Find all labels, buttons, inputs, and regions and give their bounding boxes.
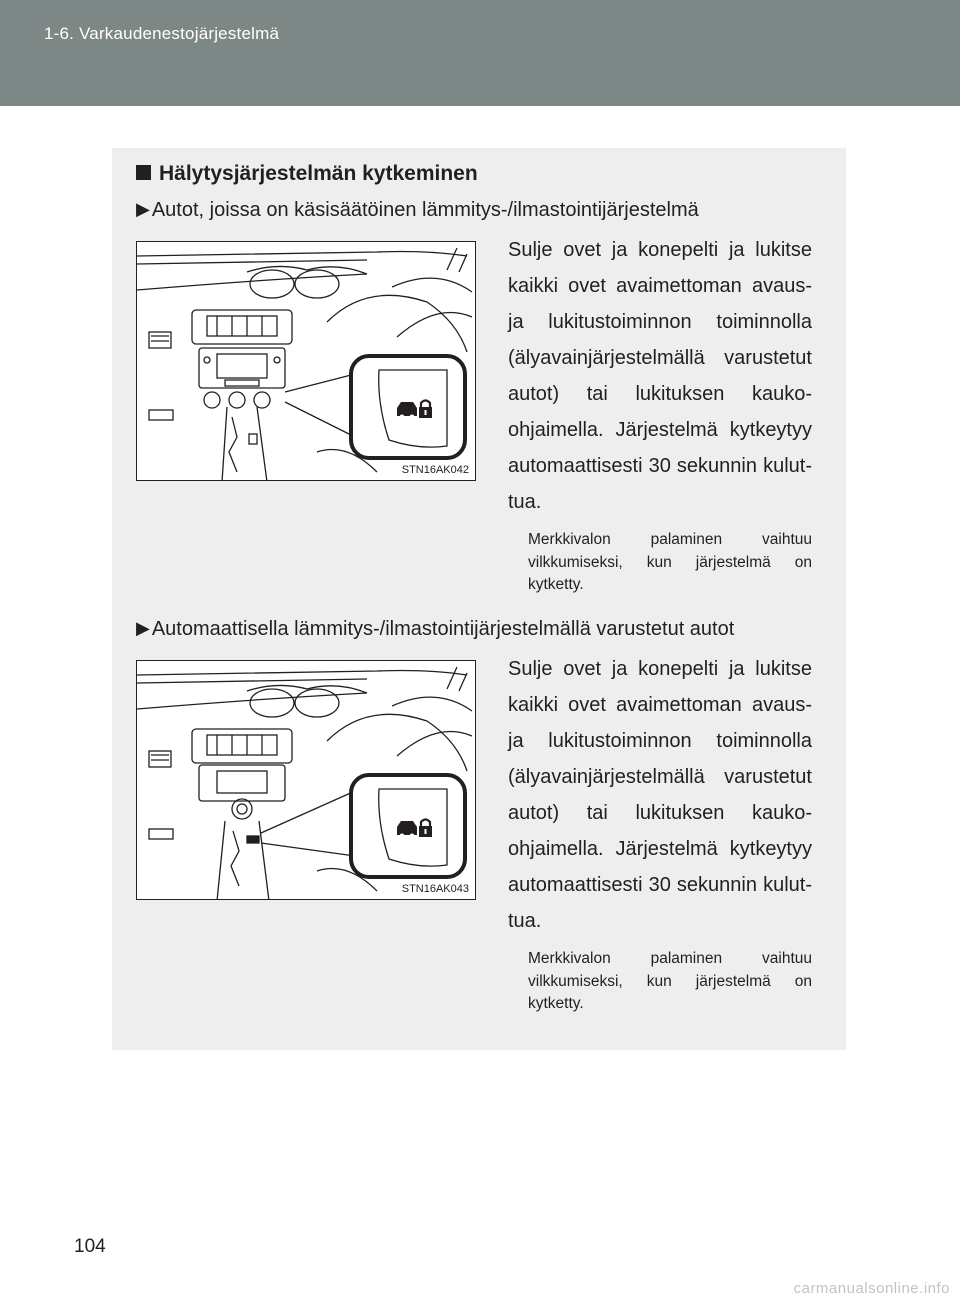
figure-code: STN16AK042	[401, 464, 469, 476]
section-title-text: Hälytysjärjestelmän kytkeminen	[159, 162, 478, 185]
square-bullet-icon	[136, 165, 151, 180]
indicator-note: Merkkivalon palaminen vaihtuu vilkkumiseksi, kun järjestelmä on kytketty.	[528, 531, 812, 593]
chapter-title: 1-6. Varkaudenestojärjestelmä	[44, 24, 280, 43]
sub-heading-text: Autot, joissa on käsisäätöinen lämmitys-/ilmastointijärjestelmä	[151, 199, 699, 221]
page-number: 104	[74, 1236, 106, 1257]
section-title	[136, 162, 478, 186]
instruction-text: Sulje ovet ja konepelti ja lukitse kaikki ovet avaimettoman avaus- ja lukitustoiminnon toiminnolla (älyavainjärjestelmällä varustetut autot) tai lukituksen kauko-ohjaimella. Järjestelmä kytkeytyy automaattisesti 30 sekunnin kuluttua.	[508, 239, 812, 513]
triangle-bullet-icon: ▶	[136, 199, 150, 219]
dashboard-illustration-1	[136, 241, 476, 481]
car-lock-icon	[395, 398, 435, 420]
sub-heading-manual-ac	[136, 199, 699, 222]
sub-heading-text: Automaattisella lämmitys-/ilmastointijärjestelmällä varustetut autot	[151, 618, 735, 640]
indicator-note: Merkkivalon palaminen vaihtuu vilkkumiseksi, kun järjestelmä on kytketty.	[528, 950, 812, 1012]
page-header	[0, 0, 960, 106]
car-lock-icon	[395, 817, 435, 839]
watermark: carmanualsonline.info	[793, 1280, 950, 1297]
figure-code: STN16AK043	[401, 883, 469, 895]
instruction-text: Sulje ovet ja konepelti ja lukitse kaikki ovet avaimettoman avaus- ja lukitustoiminnon toiminnolla (älyavainjärjestelmällä varustetut autot) tai lukituksen kauko-ohjaimella. Järjestelmä kytkeytyy automaattisesti 30 sekunnin kuluttua.	[508, 658, 812, 932]
sub-heading-auto-ac	[136, 618, 734, 641]
triangle-bullet-icon: ▶	[136, 618, 150, 638]
dashboard-illustration-2	[136, 660, 476, 900]
